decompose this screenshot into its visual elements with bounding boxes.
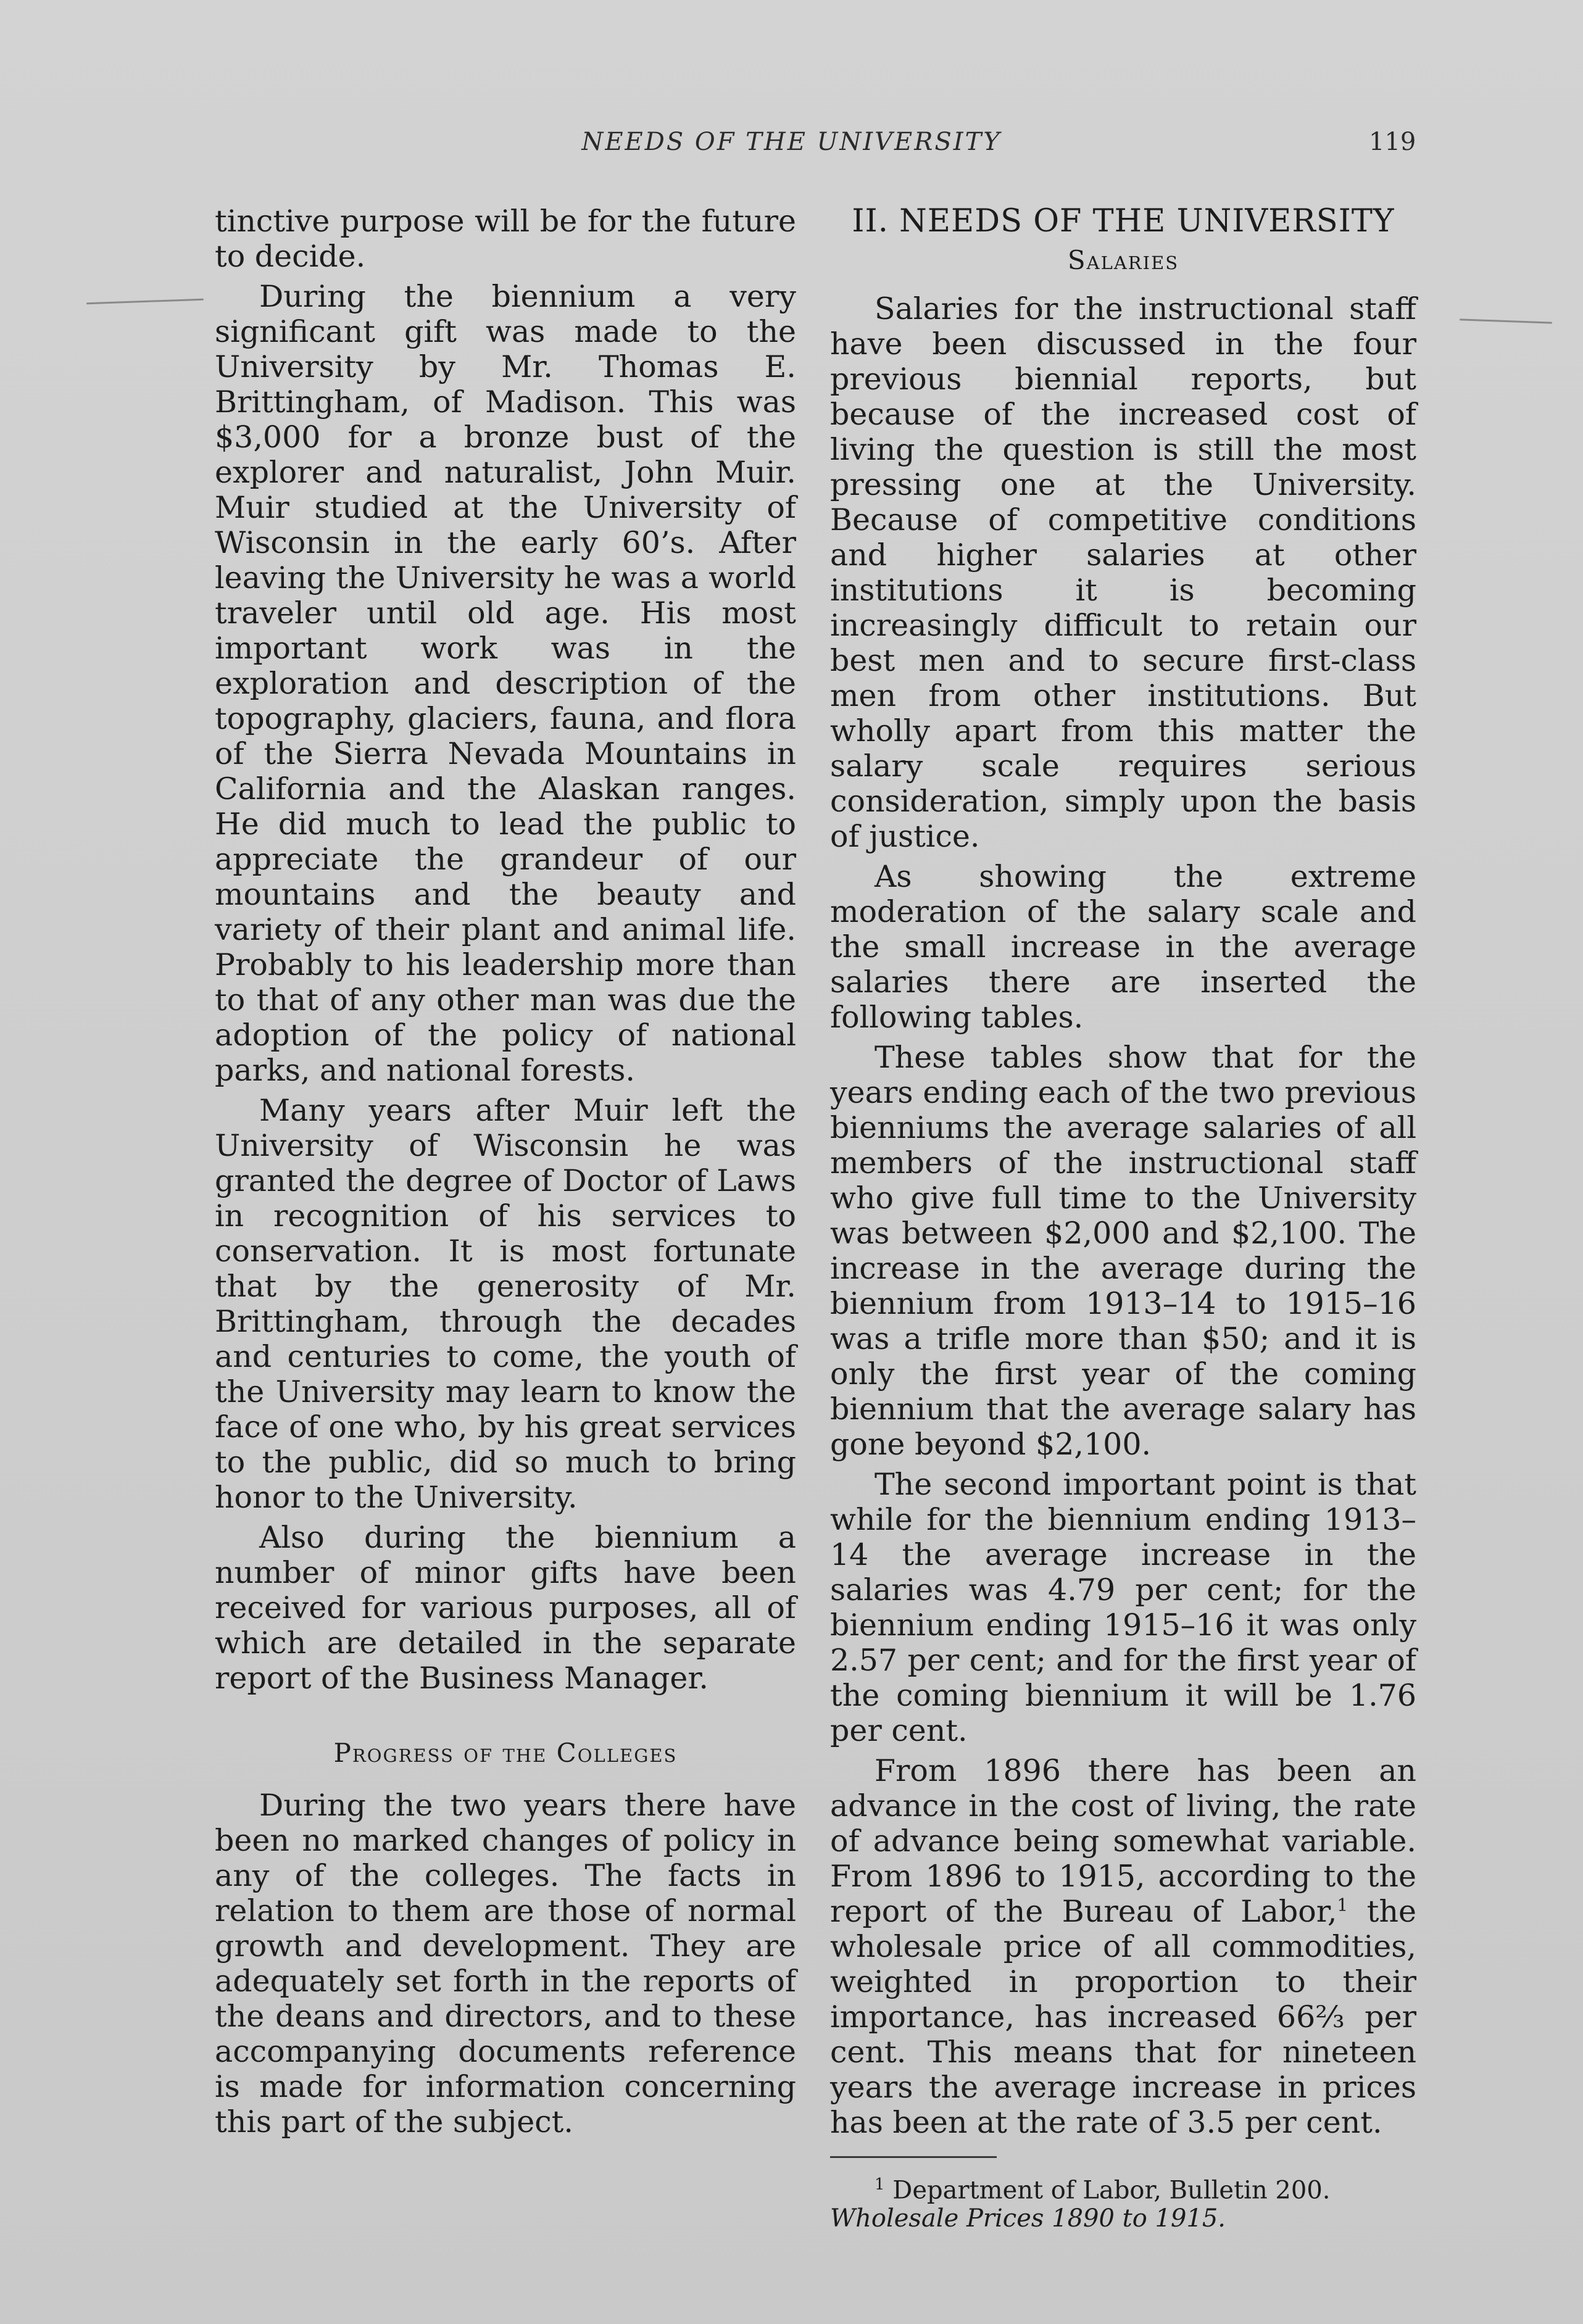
paragraph: Salaries for the instructional staff have been discussed in the four previous biennial reports, but because of the increased cost of living the question is still the most pressing one at the University. Because of competitive conditions and higher salaries at other institutions it is becoming increasingly difficult to retain our best men and to secure first-class men from other institutions. But wholly apart from this matter the salary scale requires serious consideration, simply upon the basis of justice. xyxy=(830,291,1416,854)
footnote xyxy=(830,2170,1416,2233)
running-header-title: NEEDS OF THE UNIVERSITY xyxy=(581,128,1002,156)
paragraph-text: the wholesale price of all commodities, weighted in proportion to their importance, has increased 66⅔ per cent. This means that for nineteen years the average increase in prices has been at the rate of 3.5 per cent. xyxy=(830,1894,1416,2140)
paragraph: During the two years there have been no marked changes of policy in any of the colleges. The facts in relation to them are those of normal growth and development. They are adequately set forth in the reports of the deans and directors, and to these accompanying documents reference is made for information concerning this part of the subject. xyxy=(215,1788,796,2139)
paragraph: Also during the biennium a number of minor gifts have been received for various purposes, all of which are detailed in the separate report of the Business Manager. xyxy=(215,1520,796,1696)
paragraph: These tables show that for the years ending each of the two previous bienniums the average salaries of all members of the instructional staff who give full time to the University was between $2,000 and $2,100. The increase in the average during the biennium from 1913–14 to 1915–16 was a trifle more than $50; and it is only the first year of the coming biennium that the average salary has gone beyond $2,100. xyxy=(830,1040,1416,1462)
right-column xyxy=(830,204,1416,2238)
section-heading: II. NEEDS OF THE UNIVERSITY xyxy=(852,203,1395,239)
page-number: 119 xyxy=(1369,128,1416,156)
section-subheading: Salaries xyxy=(1067,245,1179,275)
paragraph xyxy=(830,1753,1416,2140)
section-subheading: Progress of the Colleges xyxy=(333,1738,678,1768)
paragraph: tinctive purpose will be for the future to decide. xyxy=(215,204,796,274)
footnote-reference[interactable]: 1 xyxy=(1337,1894,1348,1915)
paragraph: As showing the extreme moderation of the salary scale and the small increase in the average salaries there are inserted the following tables. xyxy=(830,859,1416,1035)
footnote-citation-title: Wholesale Prices 1890 to 1915. xyxy=(830,2204,1226,2233)
paragraph-text: From 1896 there has been an advance in the cost of living, the rate of advance being somewhat variable. From 1896 to 1915, according to the report of the Bureau of Labor, xyxy=(830,1753,1416,1929)
paragraph: The second important point is that while for the biennium ending 1913–14 the average increase in the salaries was 4.79 per cent; for the biennium ending 1915–16 it was only 2.57 per cent; and for the first year of the coming biennium it will be 1.76 per cent. xyxy=(830,1467,1416,1748)
footnote-text: Department of Labor, Bulletin 200. xyxy=(884,2176,1331,2205)
margin-pencil-mark-right xyxy=(1460,318,1552,323)
left-column xyxy=(215,204,796,2144)
paragraph: During the biennium a very significant gift was made to the University by Mr. Thomas E. Brittingham, of Madison. This was $3,000 for a bronze bust of the explorer and naturalist, John Muir. Muir studied at the University of Wisconsin in the early 60’s. After leaving the University he was a world traveler until old age. His most important work was in the exploration and description of the topography, glaciers, fauna, and flora of the Sierra Nevada Mountains in California and the Alaskan ranges. He did much to lead the public to appreciate the grandeur of our mountains and the beauty and variety of their plant and animal life. Probably to his leadership more than to that of any other man was due the adoption of the policy of national parks, and national forests. xyxy=(215,279,796,1088)
footnote-divider xyxy=(830,2156,997,2158)
paragraph: Many years after Muir left the University of Wisconsin he was granted the degree of Doctor of Laws in recognition of his services to conservation. It is most fortunate that by the generosity of Mr. Brittingham, through the decades and centuries to come, the youth of the University may learn to know the face of one who, by his great services to the public, did so much to bring honor to the University. xyxy=(215,1093,796,1515)
footnote-marker: 1 xyxy=(875,2175,885,2194)
margin-pencil-mark-left xyxy=(86,299,204,305)
